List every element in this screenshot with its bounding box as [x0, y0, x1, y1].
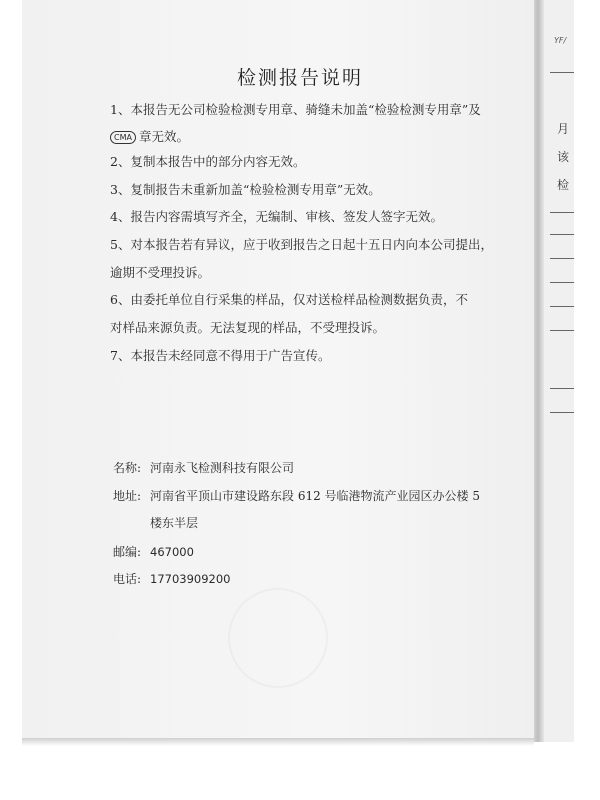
adjacent-rule	[550, 330, 574, 331]
notice-item-7: 7、本报告未经同意不得用于广告宣传。	[110, 348, 331, 363]
notice-item-3: 3、复制报告未重新加盖“检验检测专用章”无效。	[110, 182, 381, 197]
adjacent-rule	[550, 282, 574, 283]
notice-item-6-line2: 对样品来源负责。无法复现的样品，不受理投诉。	[110, 320, 386, 335]
adjacent-fragment: 月	[557, 122, 570, 136]
address-value-line2: 楼东半层	[150, 516, 199, 530]
adjacent-page	[544, 0, 574, 742]
notice-item-2: 2、复制本报告中的部分内容无效。	[110, 154, 306, 169]
phone-label: 电话:	[113, 572, 142, 586]
notice-item-1-continuation	[110, 130, 189, 144]
page-title: 检测报告说明	[236, 67, 363, 89]
company-name-value: 河南永飞检测科技有限公司	[150, 461, 295, 475]
adjacent-fragment: 该	[557, 150, 570, 164]
adjacent-rule	[550, 234, 574, 235]
page-shadow	[22, 738, 534, 746]
postcode-label: 邮编:	[113, 545, 142, 559]
adjacent-page-header: YF/	[554, 36, 567, 45]
notice-item-1-line2: 章无效。	[138, 129, 189, 144]
faint-seal-mark	[228, 588, 328, 688]
notice-item-1: 1、本报告无公司检验检测专用章、骑缝未加盖“检验检测专用章”及	[110, 102, 481, 117]
company-name-label: 名称:	[113, 461, 142, 475]
address-label: 地址:	[113, 489, 142, 503]
cma-mark-icon: CMA	[110, 131, 136, 144]
notice-item-5-line2: 逾期不受理投诉。	[110, 265, 211, 280]
book-spine	[534, 0, 544, 742]
adjacent-rule	[550, 388, 574, 389]
adjacent-rule	[550, 306, 574, 307]
notice-item-6: 6、由委托单位自行采集的样品，仅对送检样品检测数据负责，不	[110, 292, 468, 307]
postcode-value: 467000	[150, 545, 194, 559]
notice-item-4: 4、报告内容需填写齐全，无编制、审核、签发人签字无效。	[110, 209, 443, 224]
adjacent-rule	[550, 258, 574, 259]
notice-item-5: 5、对本报告若有异议，应于收到报告之日起十五日内向本公司提出，	[110, 237, 493, 252]
phone-value: 17703909200	[150, 572, 231, 586]
address-value: 河南省平顶山市建设路东段 612 号临港物流产业园区办公楼 5	[150, 489, 480, 503]
adjacent-rule	[550, 412, 574, 413]
adjacent-fragment: 检	[557, 178, 570, 192]
adjacent-rule	[550, 212, 574, 213]
